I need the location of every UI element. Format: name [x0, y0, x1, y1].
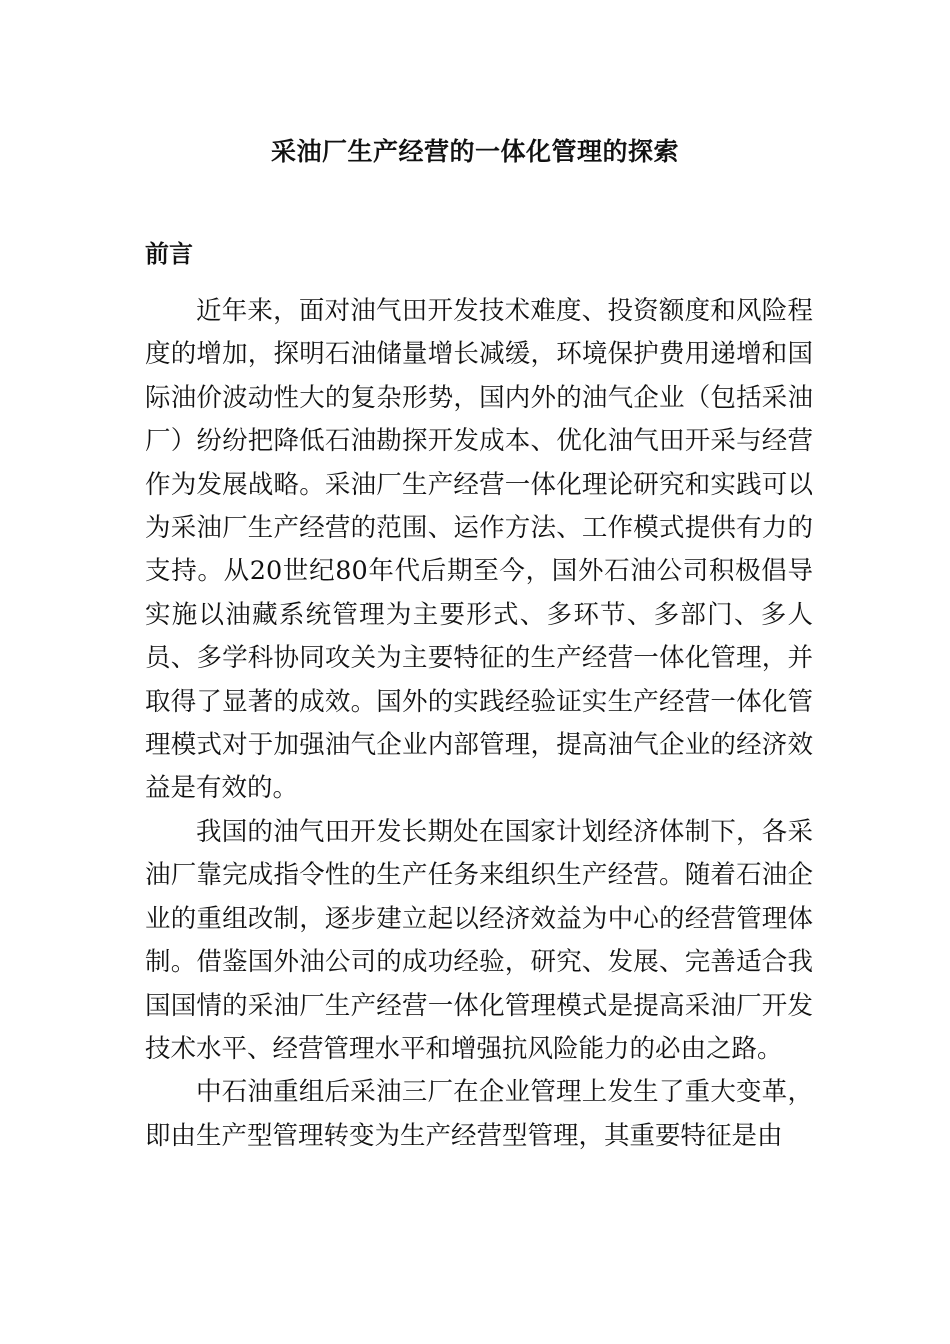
document-title: 采油厂生产经营的一体化管理的探索: [270, 137, 679, 166]
paragraph: 中石油重组后采油三厂在企业管理上发生了重大变革，即由生产型管理转变为生产经营型管理，其重要特征是由: [145, 1077, 813, 1151]
body-text: [145, 290, 813, 1158]
section-heading-preface: 前言: [145, 240, 193, 268]
paragraph: 近年来，面对油气田开发技术难度、投资额度和风险程度的增加，探明石油储量增长减缓，环境保护费用递增和国际油价波动性大的复杂形势，国内外的油气企业（包括采油厂）纷纷把降低石油勘探开发成本、优化油气田开采与经营作为发展战略。采油厂生产经营一体化理论研究和实践可以为采油厂生产经营的范围、运作方法、工作模式提供有力的支持。从20世纪80年代后期至今，国外石油公司积极倡导实施以油藏系统管理为主要形式、多环节、多部门、多人员、多学科协同攻关为主要特征的生产经营一体化管理，并取得了显著的成效。国外的实践经验证实生产经营一体化管理模式对于加强油气企业内部管理，提高油气企业的经济效益是有效的。: [145, 296, 813, 804]
paragraph: 我国的油气田开发长期处在国家计划经济体制下，各采油厂靠完成指令性的生产任务来组织生产经营。随着石油企业的重组改制，逐步建立起以经济效益为中心的经营管理体制。借鉴国外油公司的成功经验，研究、发展、完善适合我国国情的采油厂生产经营一体化管理模式是提高采油厂开发技术水平、经营管理水平和增强抗风险能力的必由之路。: [145, 816, 813, 1064]
